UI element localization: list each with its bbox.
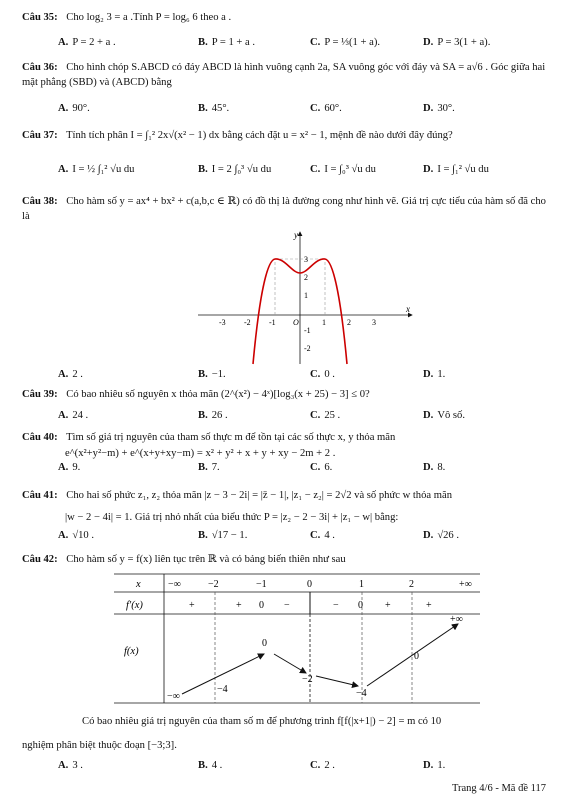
option-d: P = 3(1 + a). [437,37,491,48]
option-label: B. [198,530,208,541]
options-39 [58,410,548,425]
option-label: A. [58,37,69,48]
option-label: D. [423,164,434,175]
option-label: A. [58,103,69,114]
question-text: Cho hình chóp S.ABCD có đáy ABCD là hình vuông cạnh 2a, SA vuông góc với đáy và SA = a√6 . Góc giữa hai mặt phẳng (SBD) và (ABCD) bằng [22,62,546,88]
sign: − [333,600,339,611]
y-tick: 2 [304,273,308,282]
option-label: C. [310,37,321,48]
option-c: 2 . [324,760,335,771]
option-label: C. [310,462,321,473]
option-a: 24 . [72,410,89,421]
x-tick: -2 [244,318,251,327]
option-b: 26 . [211,410,228,421]
question-text: Cho hai số phức z₁, z₂ thỏa mãn |z − 3 − 2i| = |z̄ − 1|, |z₁ − z₂| = 2√2 và số phức w thỏa mãn [66,490,452,501]
f-value: 0 [414,651,419,662]
option-d: 1. [437,760,446,771]
option-b: 4 . [211,760,223,771]
f-value: −4 [217,684,228,695]
option-label: A. [58,410,69,421]
option-b: 45°. [211,103,230,114]
question-text: Tìm số giá trị nguyên của tham số thực m để tồn tại các số thực x, y thỏa mãn [66,432,396,443]
option-label: B. [198,103,208,114]
x-value: 0 [307,579,312,590]
option-c: I = ∫₀³ √u du [324,164,376,175]
option-d: Vô số. [437,410,465,421]
x-tick: 2 [347,318,351,327]
x-tick: 3 [372,318,376,327]
option-c: 6. [324,462,333,473]
option-d: √26 . [437,530,460,541]
f-value: −4 [356,688,367,699]
x-label: x [406,304,410,314]
x-tick: -3 [219,318,226,327]
fp-row-label: f′(x) [126,600,143,611]
option-d: 1. [437,369,446,380]
x-value: 1 [359,579,364,590]
question-41 [22,488,552,503]
y-tick: -2 [304,344,311,353]
sign: 0 [259,600,264,611]
question-42 [22,552,552,567]
sign: + [189,600,195,611]
option-label: C. [310,760,321,771]
question-42-after2: nghiệm phân biệt thuộc đoạn [−3;3]. [22,740,177,751]
question-number: Câu 39: [22,389,58,400]
option-label: D. [423,37,434,48]
sign: + [385,600,391,611]
x-value: −2 [208,579,219,590]
option-b: I = 2 ∫₀³ √u du [211,164,272,175]
option-d: I = ∫₁² √u du [437,164,489,175]
option-d: 30°. [437,103,455,114]
question-36 [22,60,552,90]
x-value: −∞ [168,579,181,590]
option-label: D. [423,760,434,771]
option-label: A. [58,462,69,473]
decrease-arrow [274,654,306,673]
option-a: 3 . [72,760,83,771]
y-tick: 1 [304,291,308,300]
sign: + [236,600,242,611]
option-label: A. [58,760,69,771]
question-37 [22,128,552,143]
option-a: P = 2 + a . [72,37,116,48]
question-41-line2: |w − 2 − 4i| = 1. Giá trị nhỏ nhất của biểu thức P = |z₂ − 2 − 3i| + |z₁ − w| bằng: [65,512,399,523]
origin-label: O [293,318,299,327]
f-row-label: f(x) [124,646,139,657]
option-label: B. [198,462,208,473]
option-label: D. [423,369,434,380]
x-row-label: x [136,579,141,590]
question-number: Câu 37: [22,130,58,141]
option-label: D. [423,462,434,473]
option-label: C. [310,530,321,541]
question-text: Cho log₂ 3 = a .Tính P = log₆ 6 theo a . [66,12,232,23]
option-a: 90°. [72,103,90,114]
sign: + [426,600,432,611]
question-39 [22,387,552,402]
option-label: B. [198,410,208,421]
option-b: P = 1 + a . [211,37,256,48]
option-c: P = ⅓(1 + a). [324,37,381,48]
option-label: D. [423,410,434,421]
x-value: −1 [256,579,267,590]
question-number: Câu 36: [22,62,58,73]
option-label: B. [198,369,208,380]
option-c: 0 . [324,369,335,380]
options-35 [58,37,548,52]
option-label: C. [310,103,321,114]
option-label: C. [310,369,321,380]
question-number: Câu 35: [22,12,58,23]
question-40 [22,430,552,445]
question-text: Tính tích phân I = ∫₁² 2x√(x² − 1) dx bằng cách đặt u = x² − 1, mệnh đề nào dưới đây đúng? [66,130,453,141]
x-value: +∞ [459,579,472,590]
x-tick: -1 [269,318,276,327]
option-a: I = ½ ∫₁² √u du [72,164,135,175]
option-d: 8. [437,462,446,473]
y-tick: 3 [304,255,308,264]
option-label: A. [58,164,69,175]
variation-table [112,572,482,706]
increase-arrow [367,624,458,686]
y-label: y [294,230,298,240]
option-label: B. [198,760,208,771]
option-b: √17 − 1. [211,530,248,541]
option-label: C. [310,410,321,421]
question-42-after: Có bao nhiêu giá trị nguyên của tham số m để phương trình f[f(|x+1|) − 2] = m có 10 [82,716,442,727]
options-40 [58,462,548,477]
option-c: 25 . [324,410,341,421]
option-a: √10 . [72,530,95,541]
options-36 [58,103,548,118]
function-graph [190,228,420,368]
options-41 [58,530,548,545]
y-tick: -1 [304,326,311,335]
f-value: −2 [302,674,313,685]
option-label: C. [310,164,321,175]
sign: − [284,600,290,611]
option-c: 4 . [324,530,335,541]
option-label: D. [423,103,434,114]
option-label: A. [58,369,69,380]
x-tick: 1 [322,318,326,327]
page-footer: Trang 4/6 - Mã đề 117 [451,783,546,794]
question-text: Cho hàm số y = f(x) liên tục trên ℝ và có bảng biến thiên như sau [66,554,346,565]
decrease-arrow [316,676,358,686]
option-a: 9. [72,462,81,473]
question-text: Có bao nhiêu số nguyên x thỏa mãn (2^(x²) − 4ˣ)[log₃(x + 25) − 3] ≤ 0? [66,389,370,400]
options-38 [58,369,548,384]
question-number: Câu 42: [22,554,58,565]
x-value: 2 [409,579,414,590]
option-a: 2 . [72,369,83,380]
options-37 [58,164,548,179]
question-number: Câu 40: [22,432,58,443]
option-b: 7. [211,462,220,473]
question-35 [22,10,552,25]
option-label: D. [423,530,434,541]
option-label: A. [58,530,69,541]
question-38 [22,194,552,224]
question-text: Cho hàm số y = ax⁴ + bx² + c(a,b,c ∈ ℝ) có đồ thị là đường cong như hình vẽ. Giá trị cực tiểu của hàm số đã cho là [22,196,546,222]
option-label: B. [198,164,208,175]
sign: 0 [358,600,363,611]
question-number: Câu 38: [22,196,58,207]
question-number: Câu 41: [22,490,58,501]
f-value: 0 [262,638,267,649]
option-b: −1. [211,369,226,380]
option-c: 60°. [324,103,342,114]
f-value: −∞ [167,691,180,702]
formula-40: e^(x²+y²−m) + e^(x+y+xy−m) = x² + y² + x + y + xy − 2m + 2 . [65,448,336,459]
option-label: B. [198,37,208,48]
options-42 [58,760,548,775]
f-value: +∞ [450,614,463,625]
